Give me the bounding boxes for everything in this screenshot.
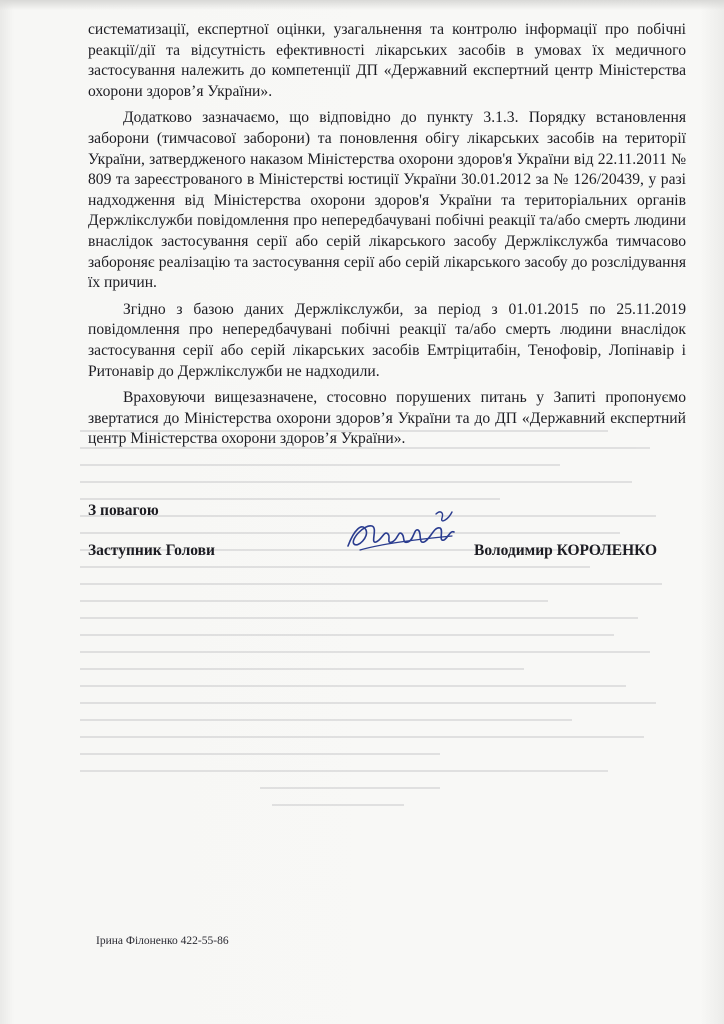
closing-phrase: З повагою: [88, 502, 159, 519]
signatory-position: Заступник Голови: [88, 542, 215, 559]
paragraph-2: Додатково зазначаємо, що відповідно до пункту 3.1.3. Порядку встановлення заборони (тимчасової заборони) та поновлення обігу лікарських засобів на території України, затвердженого наказом Міністерства охорони здоров'я України від 22.11.2011 № 809 та зареєстрованого в Міністерстві юстиції України 30.01.2012 за № 126/20439, у разі надходження від Міністерства охорони здоров'я України та територіальних органів Держлікслужби повідомлення про непередбачувані побічні реакції та/або смерть людини внаслідок застосування серії або серій лікарського засобу Держлікслужба тимчасово забороняє реалізацію та застосування серії або серій лікарського засобу до розслідування їх причин.: [88, 109, 686, 292]
paragraph-3: Згідно з базою даних Держлікслужби, за період з 01.01.2015 по 25.11.2019 повідомлення про непередбачувані побічні реакції та/або смерть людини внаслідок застосування серії або серій лікарських засобів Емтріцитабін, Тенофовір, Лопінавір і Ритонавір до Держлікслужби не надходили.: [88, 300, 686, 380]
paragraph-1: систематизації, експертної оцінки, узагальнення та контролю інформації про побічні реакції/дії та відсутність ефективності лікарських засобів в умовах їх медичного застосування належить до компетенції ДП «Державний експертний центр Міністерства охорони здоров’я України».: [88, 21, 686, 100]
letter-body: [88, 20, 686, 456]
signatory-name: Володимир КОРОЛЕНКО: [474, 542, 658, 559]
executor-contact: Ірина Філоненко 422-55-86: [96, 935, 229, 947]
handwritten-signature: [340, 500, 470, 560]
scan-edge-shadow: [0, 0, 724, 10]
paragraph-4: Враховуючи вищезазначене, стосовно порушених питань у Запиті пропонуємо звертатися до Міністерства охорони здоров’я України та до ДП «Державний експертний центр Міністерства охорони здоров’я України».: [88, 389, 686, 448]
